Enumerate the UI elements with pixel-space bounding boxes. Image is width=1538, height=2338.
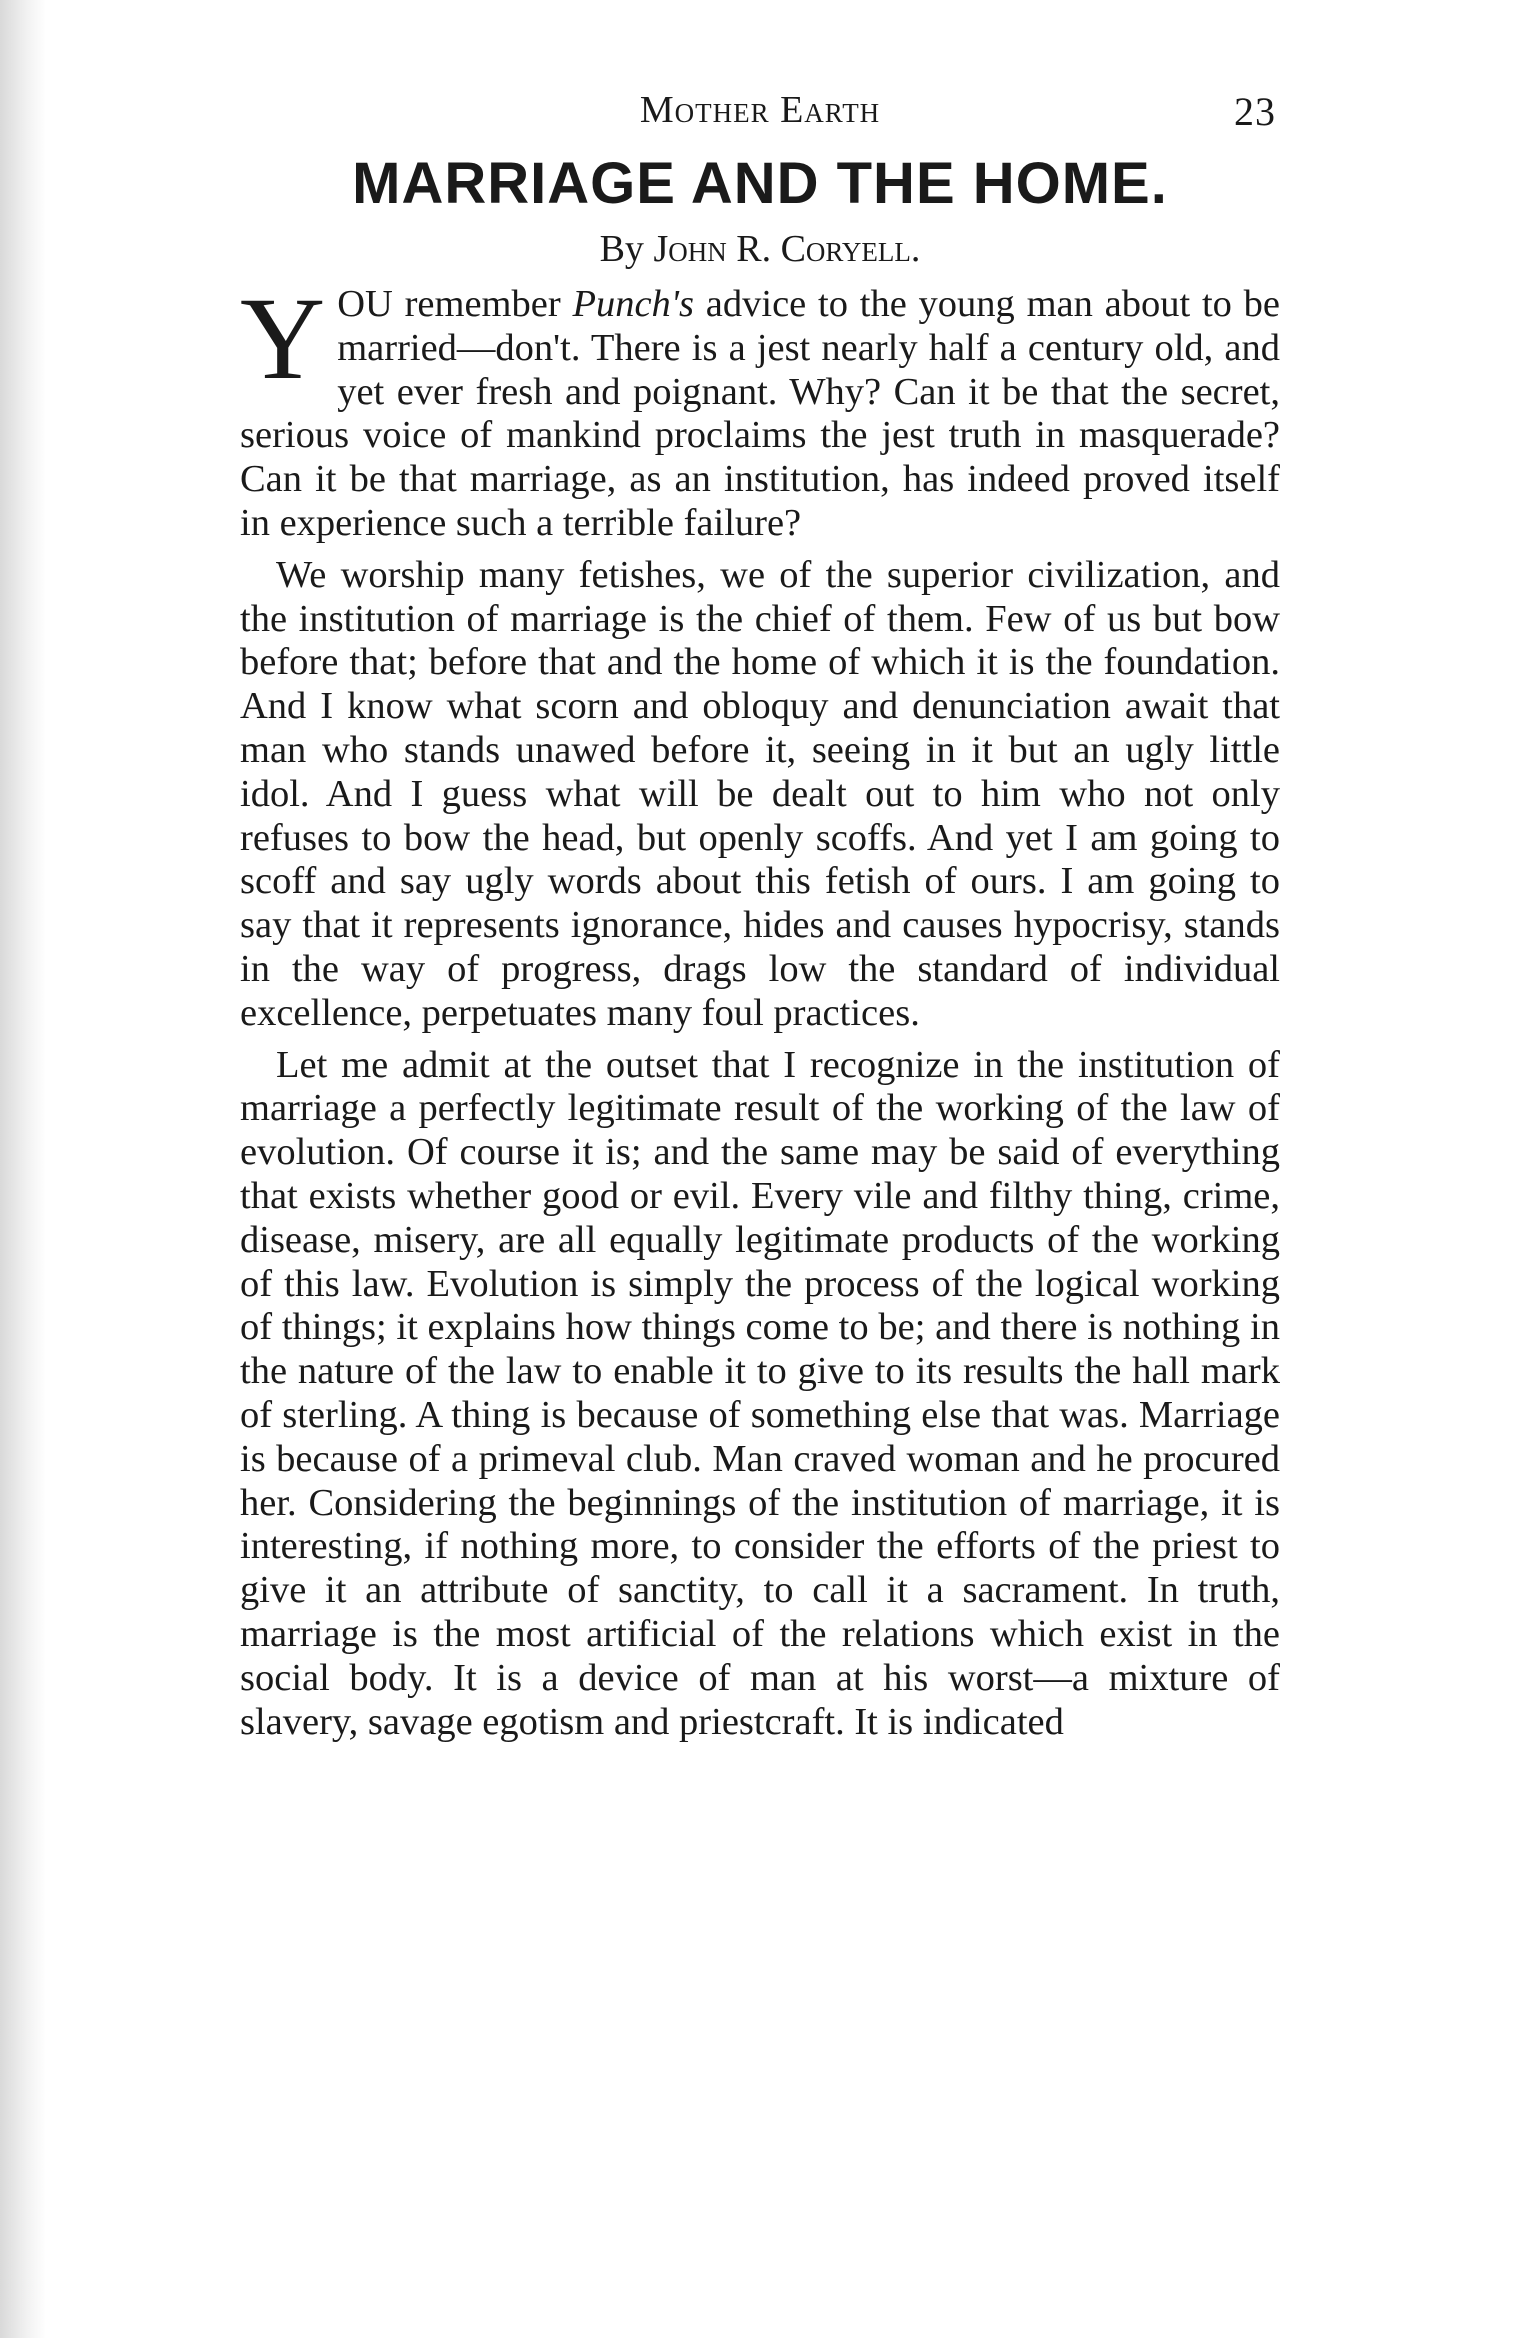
opening-word: OU [337, 283, 393, 325]
paragraph-1-text-a: remember [392, 283, 573, 325]
paragraph-3: Let me admit at the outset that I recognize in the institution of marriage a perfectly legitimate result of the working of the law of evolution. Of course it is; and the same may be said of everything that exists whether good or evil. Every vile and filthy thing, crime, disease, misery, are all equally legitimate products of the working of this law. Evolution is simply the process of the logical working of things; it explains how things come to be; and there is nothing in the nature of the law to enable it to give to its results the hall mark of sterling. A thing is because of something else that was. Marriage is because of a primeval club. Man craved woman and he procured her. Considering the beginnings of the institution of marriage, it is interesting, if nothing more, to consider the efforts of the priest to give it an attribute of sanctity, to call it a sacrament. In truth, marriage is the most artificial of the relations which exist in the social body. It is a device of man at his worst—a mixture of slavery, savage egotism and priestcraft. It is indicated [240, 1043, 1280, 1743]
punch-title: Punch's [572, 283, 695, 325]
paragraph-1 [240, 273, 1280, 546]
page-number: 23 [1234, 89, 1276, 134]
author-name: John R. Coryell. [653, 228, 921, 270]
paragraph-2: We worship many fetishes, we of the superior civilization, and the institution of marriage is the chief of them. Few of us but bow before that; before that and the home of which it is the foundation. And I know what scorn and obloquy and denunciation await that man who stands unawed before it, seeing in it but an ugly little idol. And I guess what will be dealt out to him who not only refuses to bow the head, but openly scoffs. And yet I am going to scoff and say ugly words about this fetish of ours. I am going to say that it represents ignorance, hides and causes hypocrisy, stands in the way of progress, drags low the standard of individual excellence, perpetuates many foul practices. [240, 553, 1280, 1034]
journal-title: Mother Earth [639, 89, 881, 131]
page [240, 88, 1280, 1752]
article-title: MARRIAGE AND THE HOME. [352, 151, 1168, 216]
running-head [240, 88, 1280, 144]
drop-cap: Y [240, 273, 326, 404]
article-body [240, 273, 1280, 1744]
paragraph-1-text-b: advice to the young man about to be married—don't. There is a jest nearly half a century old, and yet ever fresh and poignant. Why? Can it be that the secret, serious voice of mankind proclaims the jest truth in masquerade? Can it be that marriage, as an institution, has indeed proved itself in experience such a terrible failure? [240, 283, 1280, 544]
byline [240, 227, 1280, 271]
page-edge-shadow [0, 0, 46, 2338]
byline-prefix: By [599, 228, 654, 270]
